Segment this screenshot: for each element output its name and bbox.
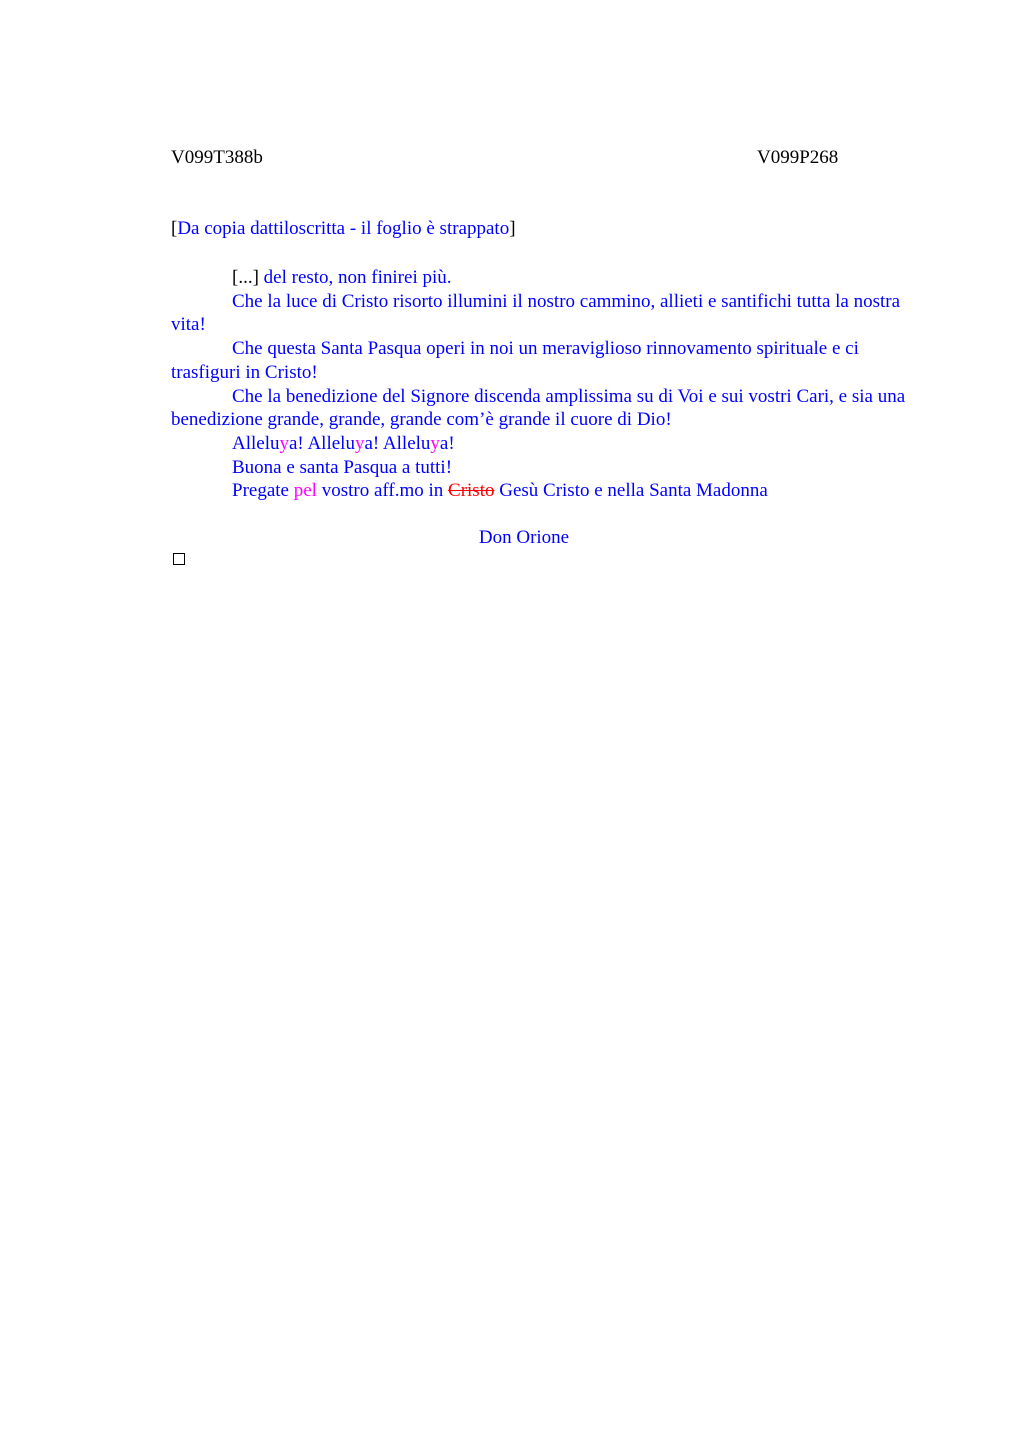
letter-body [171, 266, 916, 503]
paragraph-1-text: del resto, non finirei più. [258, 267, 452, 288]
paragraph-3: Che questa Santa Pasqua operi in noi un meraviglioso rinnovamento spirituale e ci trasfiguri in Cristo! [171, 338, 859, 383]
deleted-word: Cristo [448, 480, 495, 502]
note-text: Da copia dattiloscritta - il foglio è strappato [177, 218, 510, 239]
variant-pel: pel [293, 480, 317, 502]
note-open-bracket: [ [171, 218, 178, 239]
alleluya-part: a! [439, 432, 455, 454]
editorial-note [171, 218, 516, 240]
variant-y: y [354, 432, 365, 454]
variant-y: y [430, 432, 440, 454]
note-close-bracket: ] [509, 218, 516, 239]
document-code-left: V099T388b [171, 147, 263, 168]
document-header [171, 147, 916, 171]
closing-pregate: Pregate [232, 480, 294, 502]
page-code-right: V099P268 [757, 147, 839, 168]
paragraph-alleluya [171, 432, 916, 456]
alleluya-part: a! Allelu [364, 432, 431, 454]
paragraph-closing [171, 479, 916, 503]
variant-y: y [279, 432, 289, 454]
alleluya-part: Allelu [232, 432, 280, 454]
alleluya-part: a! Allelu [289, 432, 355, 454]
paragraph-2: Che la luce di Cristo risorto illumini il nostro cammino, allieti e santifichi tutta la nostra vita! [171, 290, 901, 336]
paragraph-4: Che la benedizione del Signore discenda amplissima su di Voi e sui vostri Cari, e sia una benedizione grande, grande, grande com’è grande il cuore di Dio! [171, 385, 906, 431]
ellipsis-gap: [...] [232, 267, 259, 288]
paragraph-1 [171, 266, 916, 290]
paragraph-6: Buona e santa Pasqua a tutti! [232, 456, 453, 478]
closing-rest: Gesù Cristo e nella Santa Madonna [494, 480, 768, 502]
signature: Don Orione [478, 527, 570, 548]
end-marker-box [173, 553, 185, 565]
closing-middle: vostro aff.mo in [316, 480, 449, 502]
